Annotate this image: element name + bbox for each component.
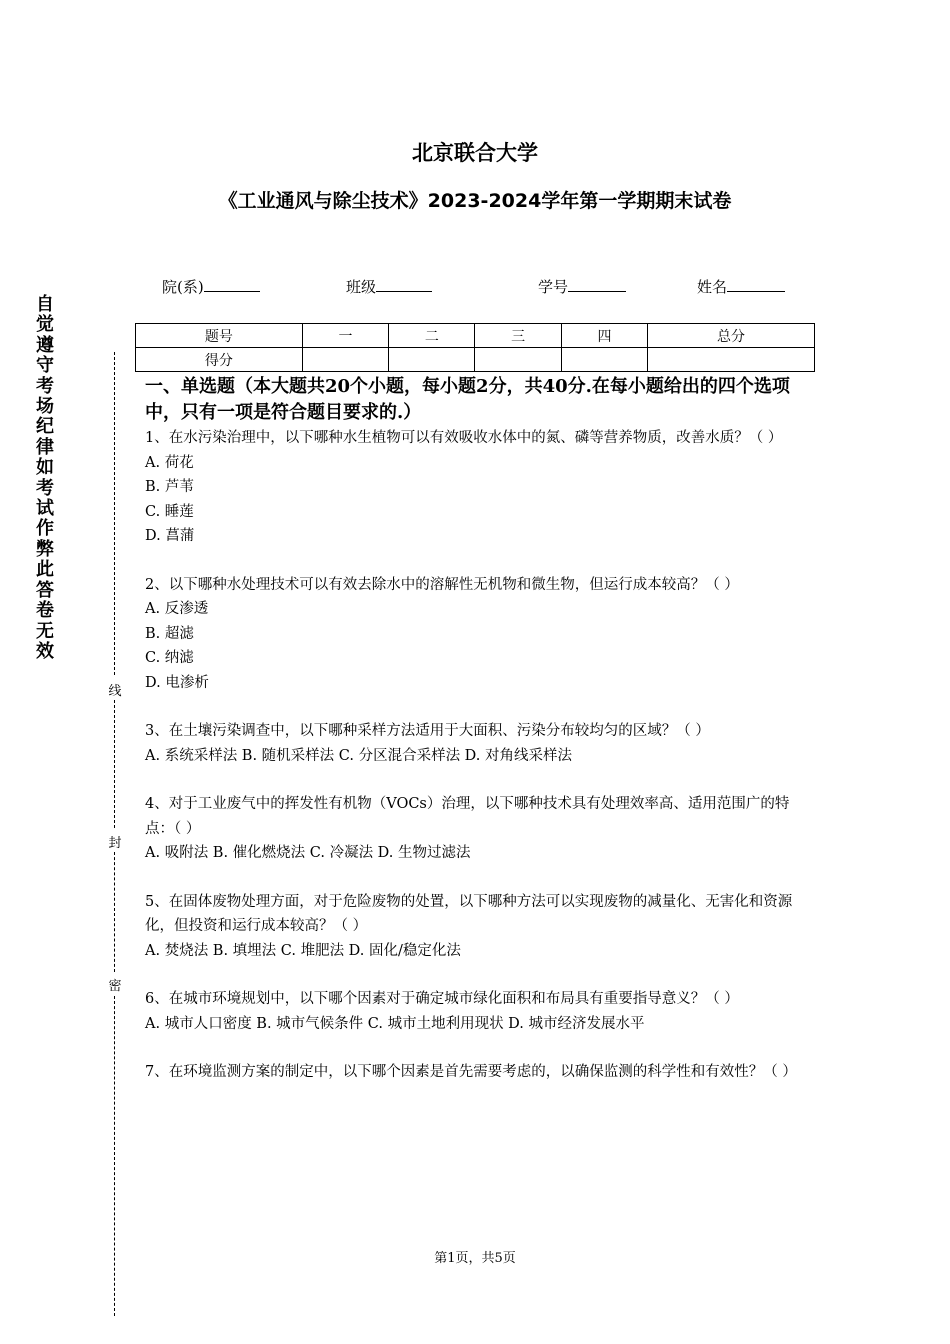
binding-secret-char: 密 [107, 975, 123, 994]
score-cell: 二 [389, 324, 475, 348]
student-id-field [538, 276, 626, 297]
question-option: A. 吸附法 B. 催化燃烧法 C. 冷凝法 D. 生物过滤法 [145, 845, 471, 861]
exam-title: 《工业通风与除尘技术》2023-2024学年第一学期期末试卷 [218, 190, 732, 212]
score-blank-cell [389, 348, 475, 372]
score-cell: 三 [475, 324, 561, 348]
question-item [145, 792, 810, 866]
dept-label: 院(系) [162, 278, 204, 296]
question-item [145, 719, 810, 768]
question-option: B. 超滤 [145, 625, 194, 642]
question-stem: 2、以下哪种水处理技术可以有效去除水中的溶解性无机物和微生物，但运行成本较高？（ ） [145, 576, 739, 593]
question-stem: 4、对于工业废气中的挥发性有机物（VOCs）治理，以下哪种技术具有处理效率高、适用范围广的特点：（ ） [145, 796, 790, 837]
side-notice: 自觉遵守考场纪律如考试作弊此答卷无效 [36, 294, 54, 662]
question-option: A. 反渗透 [145, 601, 209, 617]
name-field [697, 276, 785, 297]
class-blank [376, 277, 432, 292]
name-label: 姓名 [697, 278, 728, 296]
question-stem: 5、在固体废物处理方面，对于危险废物的处置，以下哪种方法可以实现废物的减量化、无害化和资源化，但投资和运行成本较高？（ ） [145, 893, 793, 934]
score-blank-cell [475, 348, 561, 372]
question-item [145, 426, 810, 549]
binding-dashed-line [114, 996, 115, 1316]
question-option: A. 荷花 [145, 454, 194, 471]
student-id-label: 学号 [538, 278, 569, 296]
question-option: C. 睡莲 [145, 503, 194, 520]
class-label: 班级 [346, 278, 377, 296]
question-option: B. 芦苇 [145, 479, 194, 495]
dept-blank [204, 277, 260, 292]
binding-line-char: 线 [107, 680, 123, 699]
binding-dashed-line [114, 852, 115, 972]
score-table-score-row [136, 348, 815, 372]
student-id-blank [568, 277, 626, 292]
section-heading: 一、单选题（本大题共20个小题，每小题2分，共40分.在每小题给出的四个选项中，只有一项是符合题目要求的.） [145, 376, 790, 423]
binding-dashed-line [114, 352, 115, 675]
score-table-header-row [136, 324, 815, 348]
question-item [145, 1060, 810, 1085]
question-option: A. 焚烧法 B. 填埋法 C. 堆肥法 D. 固化/稳定化法 [145, 942, 461, 959]
class-field [346, 276, 432, 297]
dept-field [162, 276, 260, 297]
score-blank-cell [648, 348, 815, 372]
question-stem: 3、在土壤污染调查中，以下哪种采样方法适用于大面积、污染分布较均匀的区域？（ ） [145, 723, 710, 739]
score-cell: 题号 [136, 324, 303, 348]
question-option: A. 系统采样法 B. 随机采样法 C. 分区混合采样法 D. 对角线采样法 [145, 747, 573, 764]
page-footer: 第1页，共5页 [434, 1251, 516, 1266]
score-cell: 一 [302, 324, 388, 348]
question-stem: 6、在城市环境规划中，以下哪个因素对于确定城市绿化面积和布局具有重要指导意义？（ ） [145, 991, 739, 1007]
binding-seal-char: 封 [107, 832, 123, 851]
score-cell: 四 [561, 324, 647, 348]
question-option: D. 菖蒲 [145, 528, 195, 544]
score-table [135, 323, 815, 372]
question-item [145, 573, 810, 696]
exam-content [145, 374, 810, 1085]
question-item [145, 890, 810, 964]
score-cell: 总分 [648, 324, 815, 348]
question-stem: 1、在水污染治理中，以下哪种水生植物可以有效吸收水体中的氮、磷等营养物质，改善水质？（ ） [145, 430, 783, 446]
binding-dashed-line [114, 700, 115, 828]
score-blank-cell [561, 348, 647, 372]
question-option: A. 城市人口密度 B. 城市气候条件 C. 城市土地利用现状 D. 城市经济发展水平 [145, 1015, 645, 1032]
score-blank-cell [302, 348, 388, 372]
question-option: D. 电渗析 [145, 674, 209, 691]
name-blank [727, 277, 785, 292]
question-stem: 7、在环境监测方案的制定中，以下哪个因素是首先需要考虑的，以确保监测的科学性和有效性？（ ） [145, 1064, 797, 1080]
score-row-label: 得分 [136, 348, 303, 372]
question-option: C. 纳滤 [145, 650, 194, 666]
question-item [145, 987, 810, 1036]
university-title: 北京联合大学 [412, 141, 538, 165]
